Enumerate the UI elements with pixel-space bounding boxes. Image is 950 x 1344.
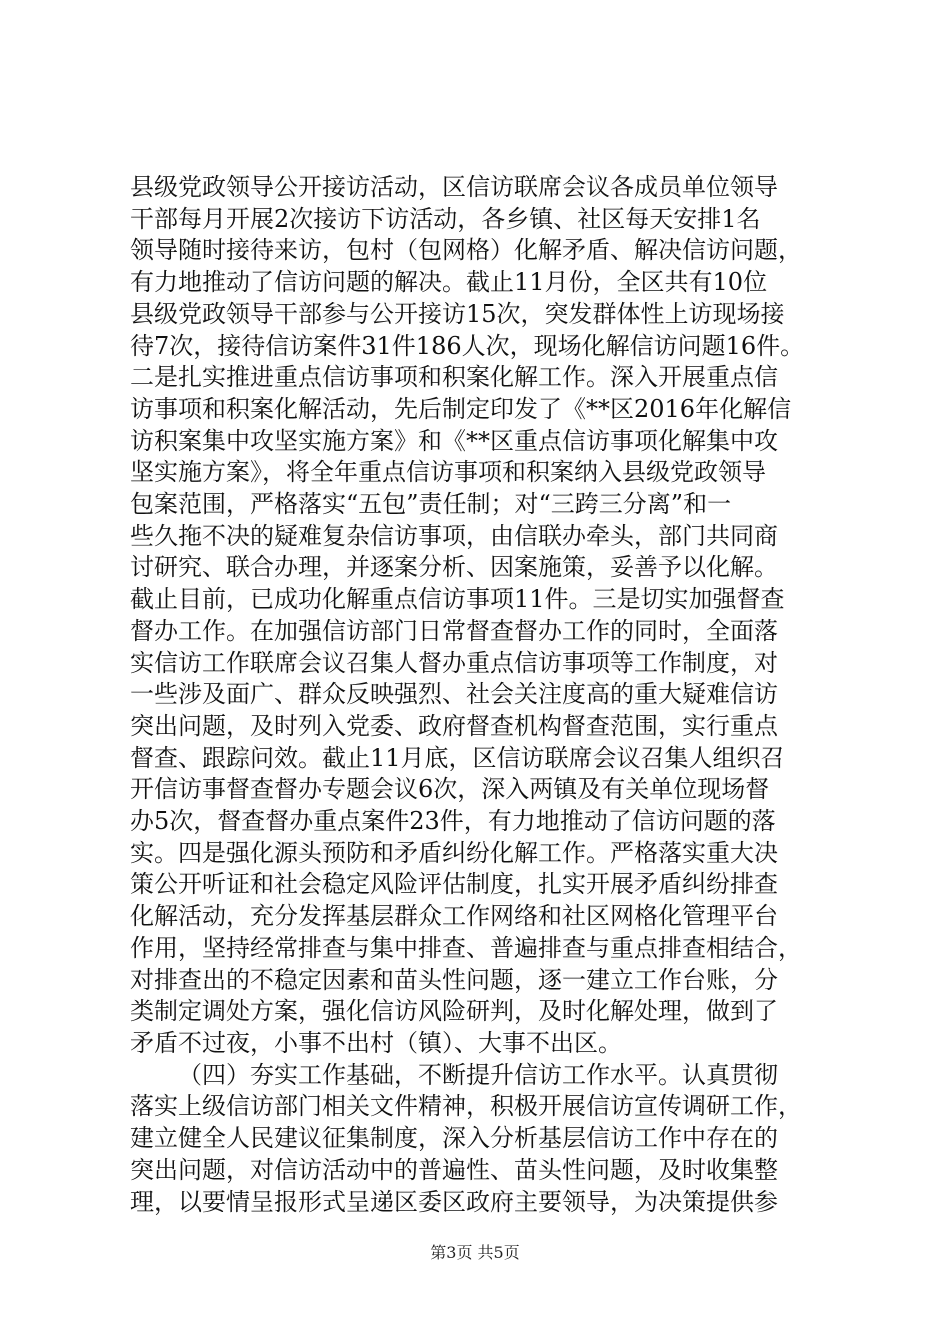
- text-line: 一些涉及面广、群众反映强烈、社会关注度高的重大疑难信访: [130, 680, 778, 709]
- text-line: 类制定调处方案，强化信访风险研判，及时化解处理，做到了: [130, 997, 778, 1026]
- text-line: 领导随时接待来访，包村（包网格）化解矛盾、解决信访问题，: [130, 236, 802, 265]
- text-line: 县级党政领导公开接访活动，区信访联席会议各成员单位领导: [130, 173, 778, 201]
- text-line: 干部每月开展2次接访下访活动，各乡镇、社区每天安排1名: [130, 204, 761, 233]
- document-body: [130, 172, 835, 1218]
- text-line: （四）夯实工作基础，不断提升信访工作水平。认真贯彻: [178, 1060, 778, 1089]
- text-line: 建立健全人民建议征集制度，深入分析基层信访工作中存在的: [130, 1124, 778, 1153]
- text-line: 落实上级信访部门相关文件精神，积极开展信访宣传调研工作，: [130, 1092, 802, 1121]
- text-line: 突出问题，对信访活动中的普遍性、苗头性问题，及时收集整: [130, 1155, 778, 1184]
- text-line: 办5次，督查督办重点案件23件，有力地推动了信访问题的落: [130, 807, 776, 836]
- text-line: 作用，坚持经常排查与集中排查、普遍排查与重点排查相结合，: [130, 933, 802, 962]
- text-line: 访积案集中攻坚实施方案》和《**区重点信访事项化解集中攻: [130, 426, 778, 455]
- text-line: 策公开听证和社会稳定风险评估制度，扎实开展矛盾纠纷排查: [130, 870, 778, 899]
- text-line: 访事项和积案化解活动，先后制定印发了《**区2016年化解信: [130, 394, 792, 423]
- text-line: 化解活动，充分发挥基层群众工作网络和社区网格化管理平台: [130, 902, 778, 931]
- text-line: 坚实施方案》，将全年重点信访事项和积案纳入县级党政领导: [130, 458, 766, 487]
- text-line: 包案范围，严格落实“五包”责任制；对“三跨三分离”和一: [130, 490, 732, 519]
- page-footer: 第3页 共5页: [430, 1243, 520, 1262]
- text-line: 二是扎实推进重点信访事项和积案化解工作。深入开展重点信: [130, 363, 778, 392]
- text-line: 待7次，接待信访案件31件186人次，现场化解信访问题16件。: [130, 331, 805, 360]
- paragraph-2: [130, 1060, 835, 1219]
- text-line: 实信访工作联席会议召集人督办重点信访事项等工作制度，对: [130, 648, 778, 677]
- text-line: 督查、跟踪问效。截止11月底，区信访联席会议召集人组织召: [130, 743, 785, 772]
- text-line: 开信访事督查督办专题会议6次，深入两镇及有关单位现场督: [130, 775, 770, 804]
- text-line: 有力地推动了信访问题的解决。截止11月份，全区共有10位: [130, 268, 768, 297]
- text-line: 矛盾不过夜，小事不出村（镇）、大事不出区。: [130, 1028, 622, 1057]
- text-line: 截止目前，已成功化解重点信访事项11件。三是切实加强督查: [130, 585, 785, 614]
- text-line: 理，以要情呈报形式呈递区委区政府主要领导，为决策提供参: [130, 1187, 778, 1216]
- text-line: 实。四是强化源头预防和矛盾纠纷化解工作。严格落实重大决: [130, 838, 778, 867]
- text-line: 对排查出的不稳定因素和苗头性问题，逐一建立工作台账，分: [130, 965, 778, 994]
- text-line: 些久拖不决的疑难复杂信访事项，由信联办牵头，部门共同商: [130, 521, 778, 550]
- text-line: 县级党政领导干部参与公开接访15次，突发群体性上访现场接: [130, 299, 785, 328]
- paragraph-1: [130, 172, 835, 1060]
- text-line: 督办工作。在加强信访部门日常督查督办工作的同时，全面落: [130, 616, 778, 645]
- text-line: 突出问题，及时列入党委、政府督查机构督查范围，实行重点: [130, 711, 778, 740]
- text-line: 讨研究、联合办理，并逐案分析、因案施策，妥善予以化解。: [130, 553, 778, 582]
